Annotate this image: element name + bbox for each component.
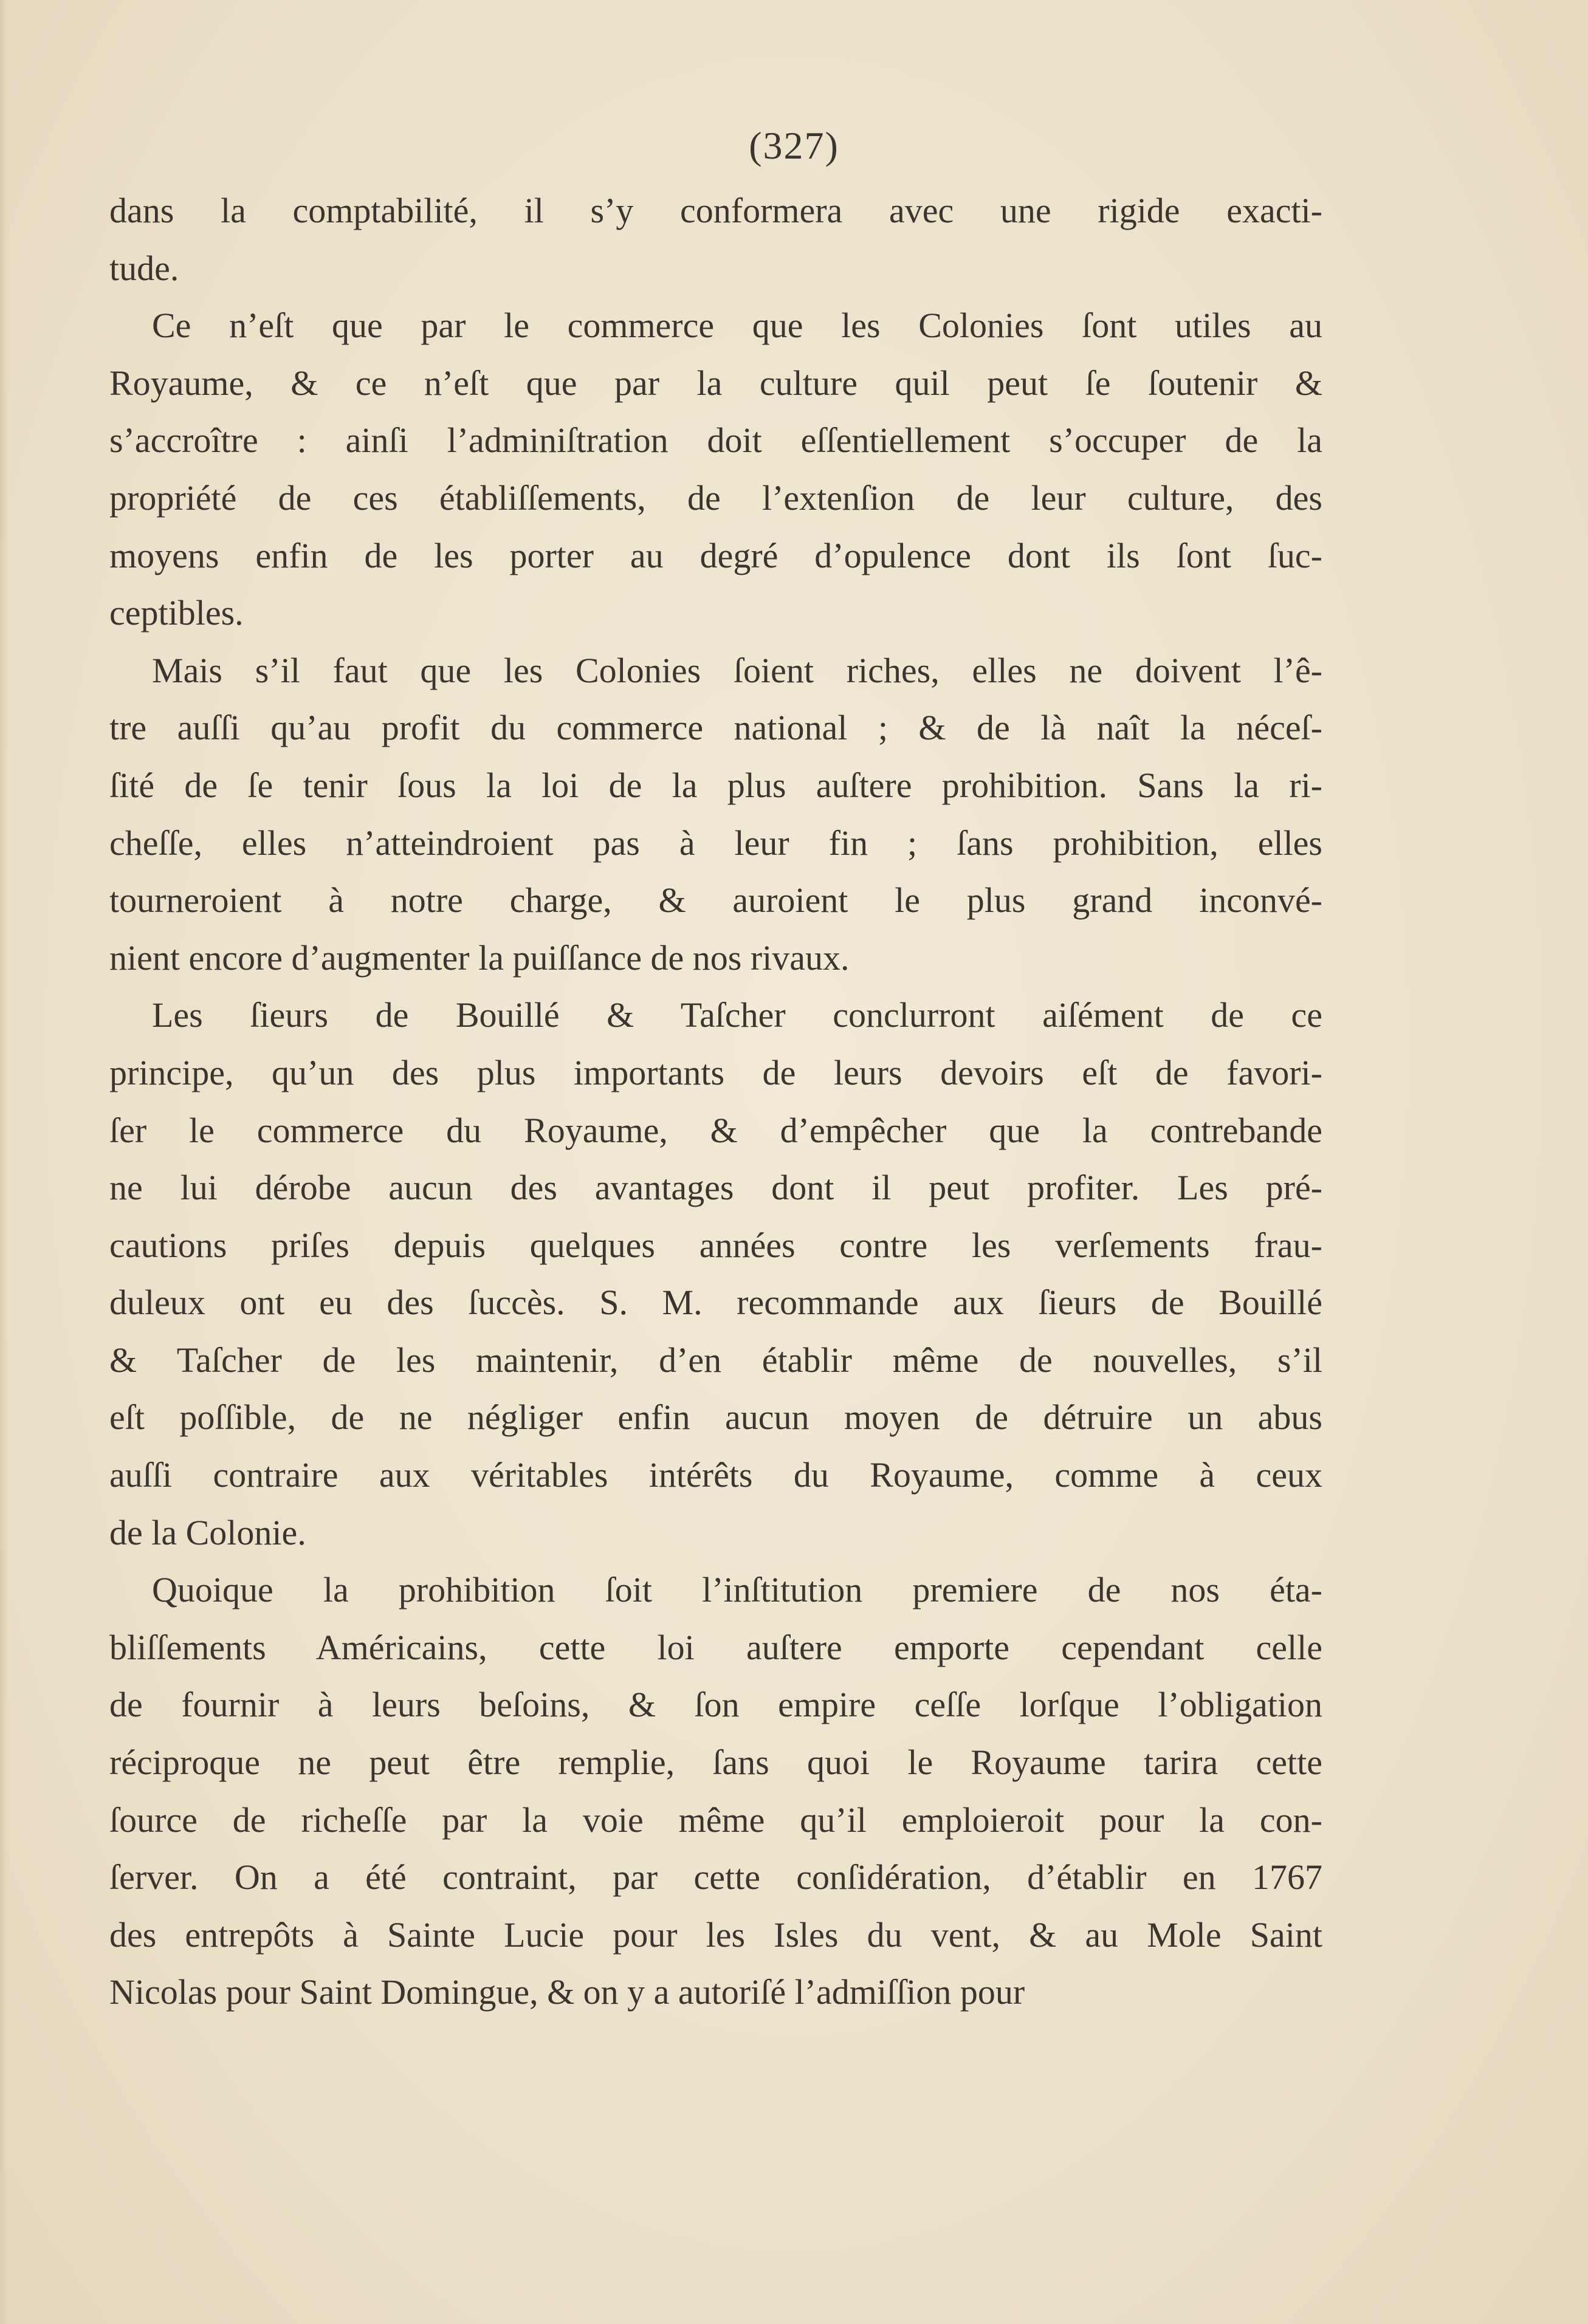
paragraph bbox=[109, 297, 1322, 642]
text-line: ſerver. On a été contraint, par cette conſidération, d’établir en 1767 bbox=[109, 1857, 1322, 1897]
text-line: tre auſſi qu’au profit du commerce national ; & de là naît la néceſ- bbox=[109, 708, 1322, 748]
text-line: de la Colonie. bbox=[109, 1512, 306, 1552]
paragraph bbox=[109, 182, 1322, 297]
text-line: eſt poſſible, de ne négliger enfin aucun moyen de détruire un abus bbox=[109, 1397, 1322, 1438]
text-line: propriété de ces établiſſements, de l’extenſion de leur culture, des bbox=[109, 478, 1322, 518]
paragraph bbox=[109, 642, 1322, 987]
paragraph bbox=[109, 1561, 1322, 2021]
body-text bbox=[109, 182, 1322, 2021]
text-line: ſource de richeſſe par la voie même qu’il emploieroit pour la con- bbox=[109, 1800, 1322, 1840]
text-line: ſer le commerce du Royaume, & d’empêcher que la contrebande bbox=[109, 1110, 1322, 1150]
text-line: réciproque ne peut être remplie, ſans quoi le Royaume tarira cette bbox=[109, 1743, 1322, 1783]
text-line: Les ſieurs de Bouillé & Taſcher conclurront aiſément de ce bbox=[152, 995, 1322, 1035]
text-line: ſité de ſe tenir ſous la loi de la plus auſtere prohibition. Sans la ri- bbox=[109, 765, 1322, 805]
text-line: Ce n’eſt que par le commerce que les Colonies ſont utiles au bbox=[152, 306, 1322, 346]
page-edge-shadow bbox=[0, 0, 9, 2324]
text-line: dans la comptabilité, il s’y conformera avec une rigide exacti- bbox=[109, 191, 1322, 230]
text-line: Mais s’il faut que les Colonies ſoient riches, elles ne doivent l’ê- bbox=[152, 650, 1322, 690]
text-line: tude. bbox=[109, 248, 179, 288]
text-line: moyens enfin de les porter au degré d’opulence dont ils ſont ſuc- bbox=[109, 535, 1322, 575]
page-number: (327) bbox=[749, 124, 839, 167]
text-line: Nicolas pour Saint Domingue, & on y a autoriſé l’admiſſion pour bbox=[109, 1972, 1025, 2012]
text-line: principe, qu’un des plus importants de leurs devoirs eſt de favori- bbox=[109, 1052, 1322, 1092]
text-line: de fournir à leurs beſoins, & ſon empire ceſſe lorſque l’obligation bbox=[109, 1685, 1322, 1725]
text-line: & Taſcher de les maintenir, d’en établir même de nouvelles, s’il bbox=[109, 1340, 1322, 1380]
paragraph bbox=[109, 987, 1322, 1561]
text-line: bliſſements Américains, cette loi auſtere emporte cependant celle bbox=[109, 1627, 1322, 1667]
text-line: auſſi contraire aux véritables intérêts du Royaume, comme à ceux bbox=[109, 1455, 1322, 1495]
text-line: duleux ont eu des ſuccès. S. M. recommande aux ſieurs de Bouillé bbox=[109, 1283, 1322, 1323]
text-line: ceptibles. bbox=[109, 593, 244, 633]
text-line: ne lui dérobe aucun des avantages dont il peut profiter. Les pré- bbox=[109, 1168, 1322, 1208]
text-line: Royaume, & ce n’eſt que par la culture quil peut ſe ſoutenir & bbox=[109, 363, 1322, 403]
text-line: des entrepôts à Sainte Lucie pour les Isles du vent, & au Mole Saint bbox=[109, 1914, 1322, 1955]
text-line: s’accroître : ainſi l’adminiſtration doit eſſentiellement s’occuper de la bbox=[109, 420, 1322, 461]
text-line: tourneroient à notre charge, & auroient le plus grand inconvé- bbox=[109, 880, 1322, 920]
text-line: Quoique la prohibition ſoit l’inſtitution premiere de nos éta- bbox=[152, 1570, 1322, 1610]
text-line: cautions priſes depuis quelques années contre les verſements frau- bbox=[109, 1225, 1322, 1265]
text-line: nient encore d’augmenter la puiſſance de nos rivaux. bbox=[109, 937, 850, 978]
text-line: cheſſe, elles n’atteindroient pas à leur fin ; ſans prohibition, elles bbox=[109, 823, 1322, 863]
